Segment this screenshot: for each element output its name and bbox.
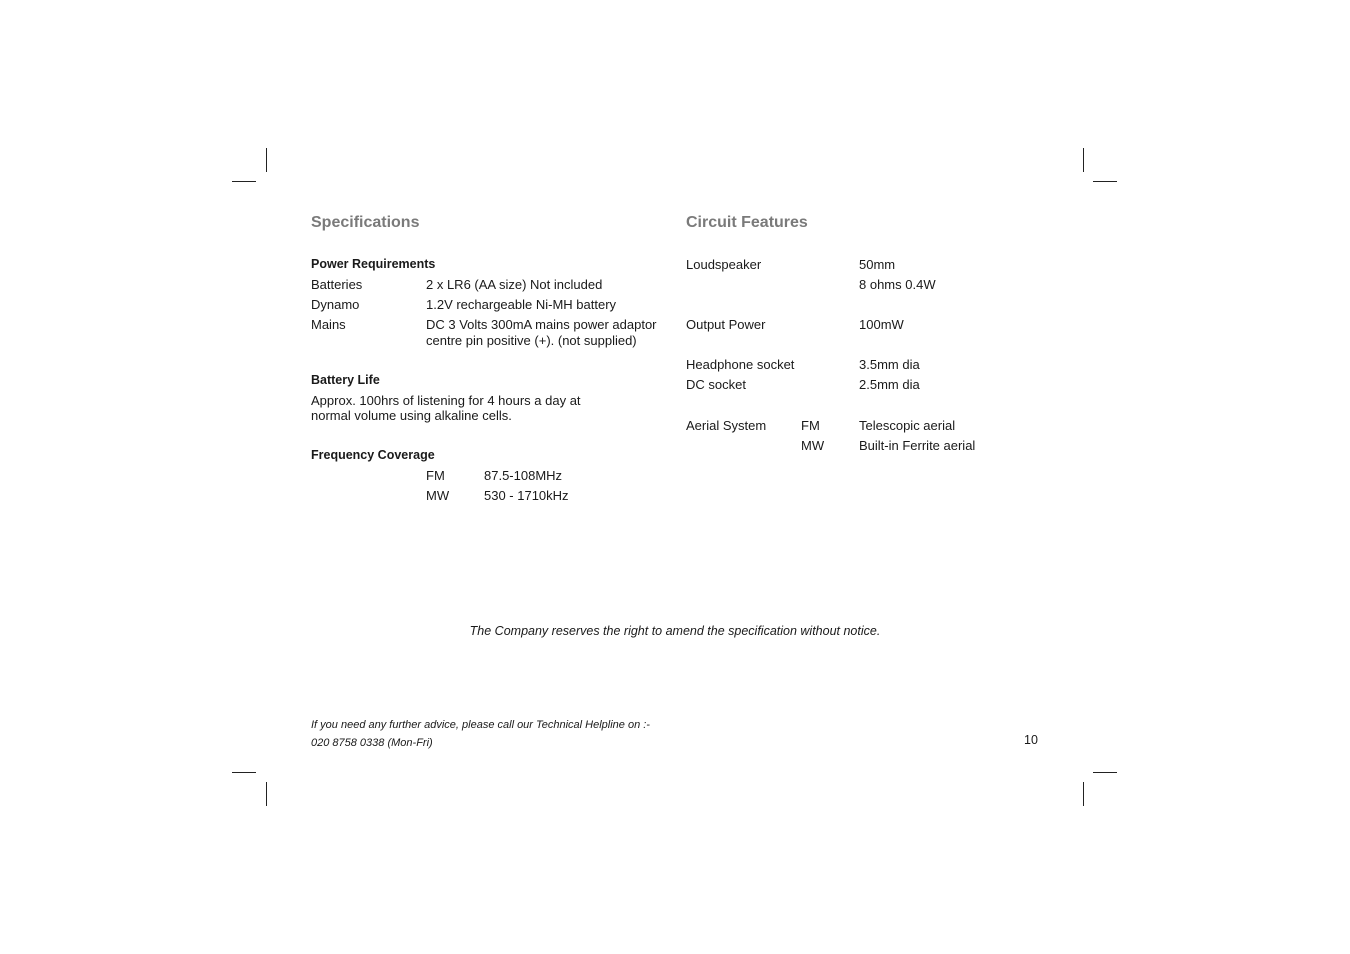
dynamo-label: Dynamo — [311, 297, 360, 312]
crop-mark — [266, 148, 267, 172]
loudspeaker-value2: 8 ohms 0.4W — [859, 277, 936, 292]
loudspeaker-label: Loudspeaker — [686, 257, 762, 272]
loudspeaker-value1: 50mm — [859, 257, 896, 272]
batteries-label: Batteries — [311, 277, 363, 292]
output-power-value: 100mW — [859, 317, 904, 332]
mains-value-line2: centre pin positive (+). (not supplied) — [426, 333, 637, 348]
frequency-band-mw: MW — [426, 488, 450, 503]
frequency-coverage-heading: Frequency Coverage — [311, 448, 435, 462]
headphone-socket-label: Headphone socket — [686, 357, 795, 372]
output-power-label: Output Power — [686, 317, 766, 332]
aerial-value-fm: Telescopic aerial — [859, 418, 956, 433]
dynamo-value: 1.2V rechargeable Ni-MH battery — [426, 297, 617, 312]
frequency-range-mw: 530 - 1710kHz — [484, 488, 569, 503]
frequency-band-fm: FM — [426, 468, 445, 483]
amendment-notice: The Company reserves the right to amend the specification without notice. — [469, 624, 881, 638]
battery-life-line1: Approx. 100hrs of listening for 4 hours a day at — [311, 393, 581, 408]
batteries-value: 2 x LR6 (AA size) Not included — [426, 277, 603, 292]
crop-mark — [1083, 148, 1084, 172]
aerial-value-mw: Built-in Ferrite aerial — [859, 438, 976, 453]
circuit-features-title: Circuit Features — [686, 214, 808, 231]
crop-mark — [232, 772, 256, 773]
page-number: 10 — [1024, 733, 1038, 747]
helpline-number: 020 8758 0338 (Mon-Fri) — [311, 737, 433, 749]
crop-mark — [266, 782, 267, 806]
helpline-text: If you need any further advice, please call our Technical Helpline on :- — [311, 719, 650, 731]
aerial-band-fm: FM — [801, 418, 820, 433]
crop-mark — [1093, 772, 1117, 773]
battery-life-line2: normal volume using alkaline cells. — [311, 408, 512, 423]
frequency-range-fm: 87.5-108MHz — [484, 468, 563, 483]
aerial-band-mw: MW — [801, 438, 825, 453]
crop-mark — [1083, 782, 1084, 806]
specifications-title: Specifications — [311, 214, 420, 231]
dc-socket-value: 2.5mm dia — [859, 377, 920, 392]
battery-life-heading: Battery Life — [311, 373, 380, 387]
crop-mark — [232, 181, 256, 182]
crop-mark — [1093, 181, 1117, 182]
power-requirements-heading: Power Requirements — [311, 257, 436, 271]
headphone-socket-value: 3.5mm dia — [859, 357, 920, 372]
dc-socket-label: DC socket — [686, 377, 746, 392]
mains-value: DC 3 Volts 300mA mains power adaptor — [426, 317, 657, 332]
mains-label: Mains — [311, 317, 346, 332]
aerial-system-label: Aerial System — [686, 418, 767, 433]
